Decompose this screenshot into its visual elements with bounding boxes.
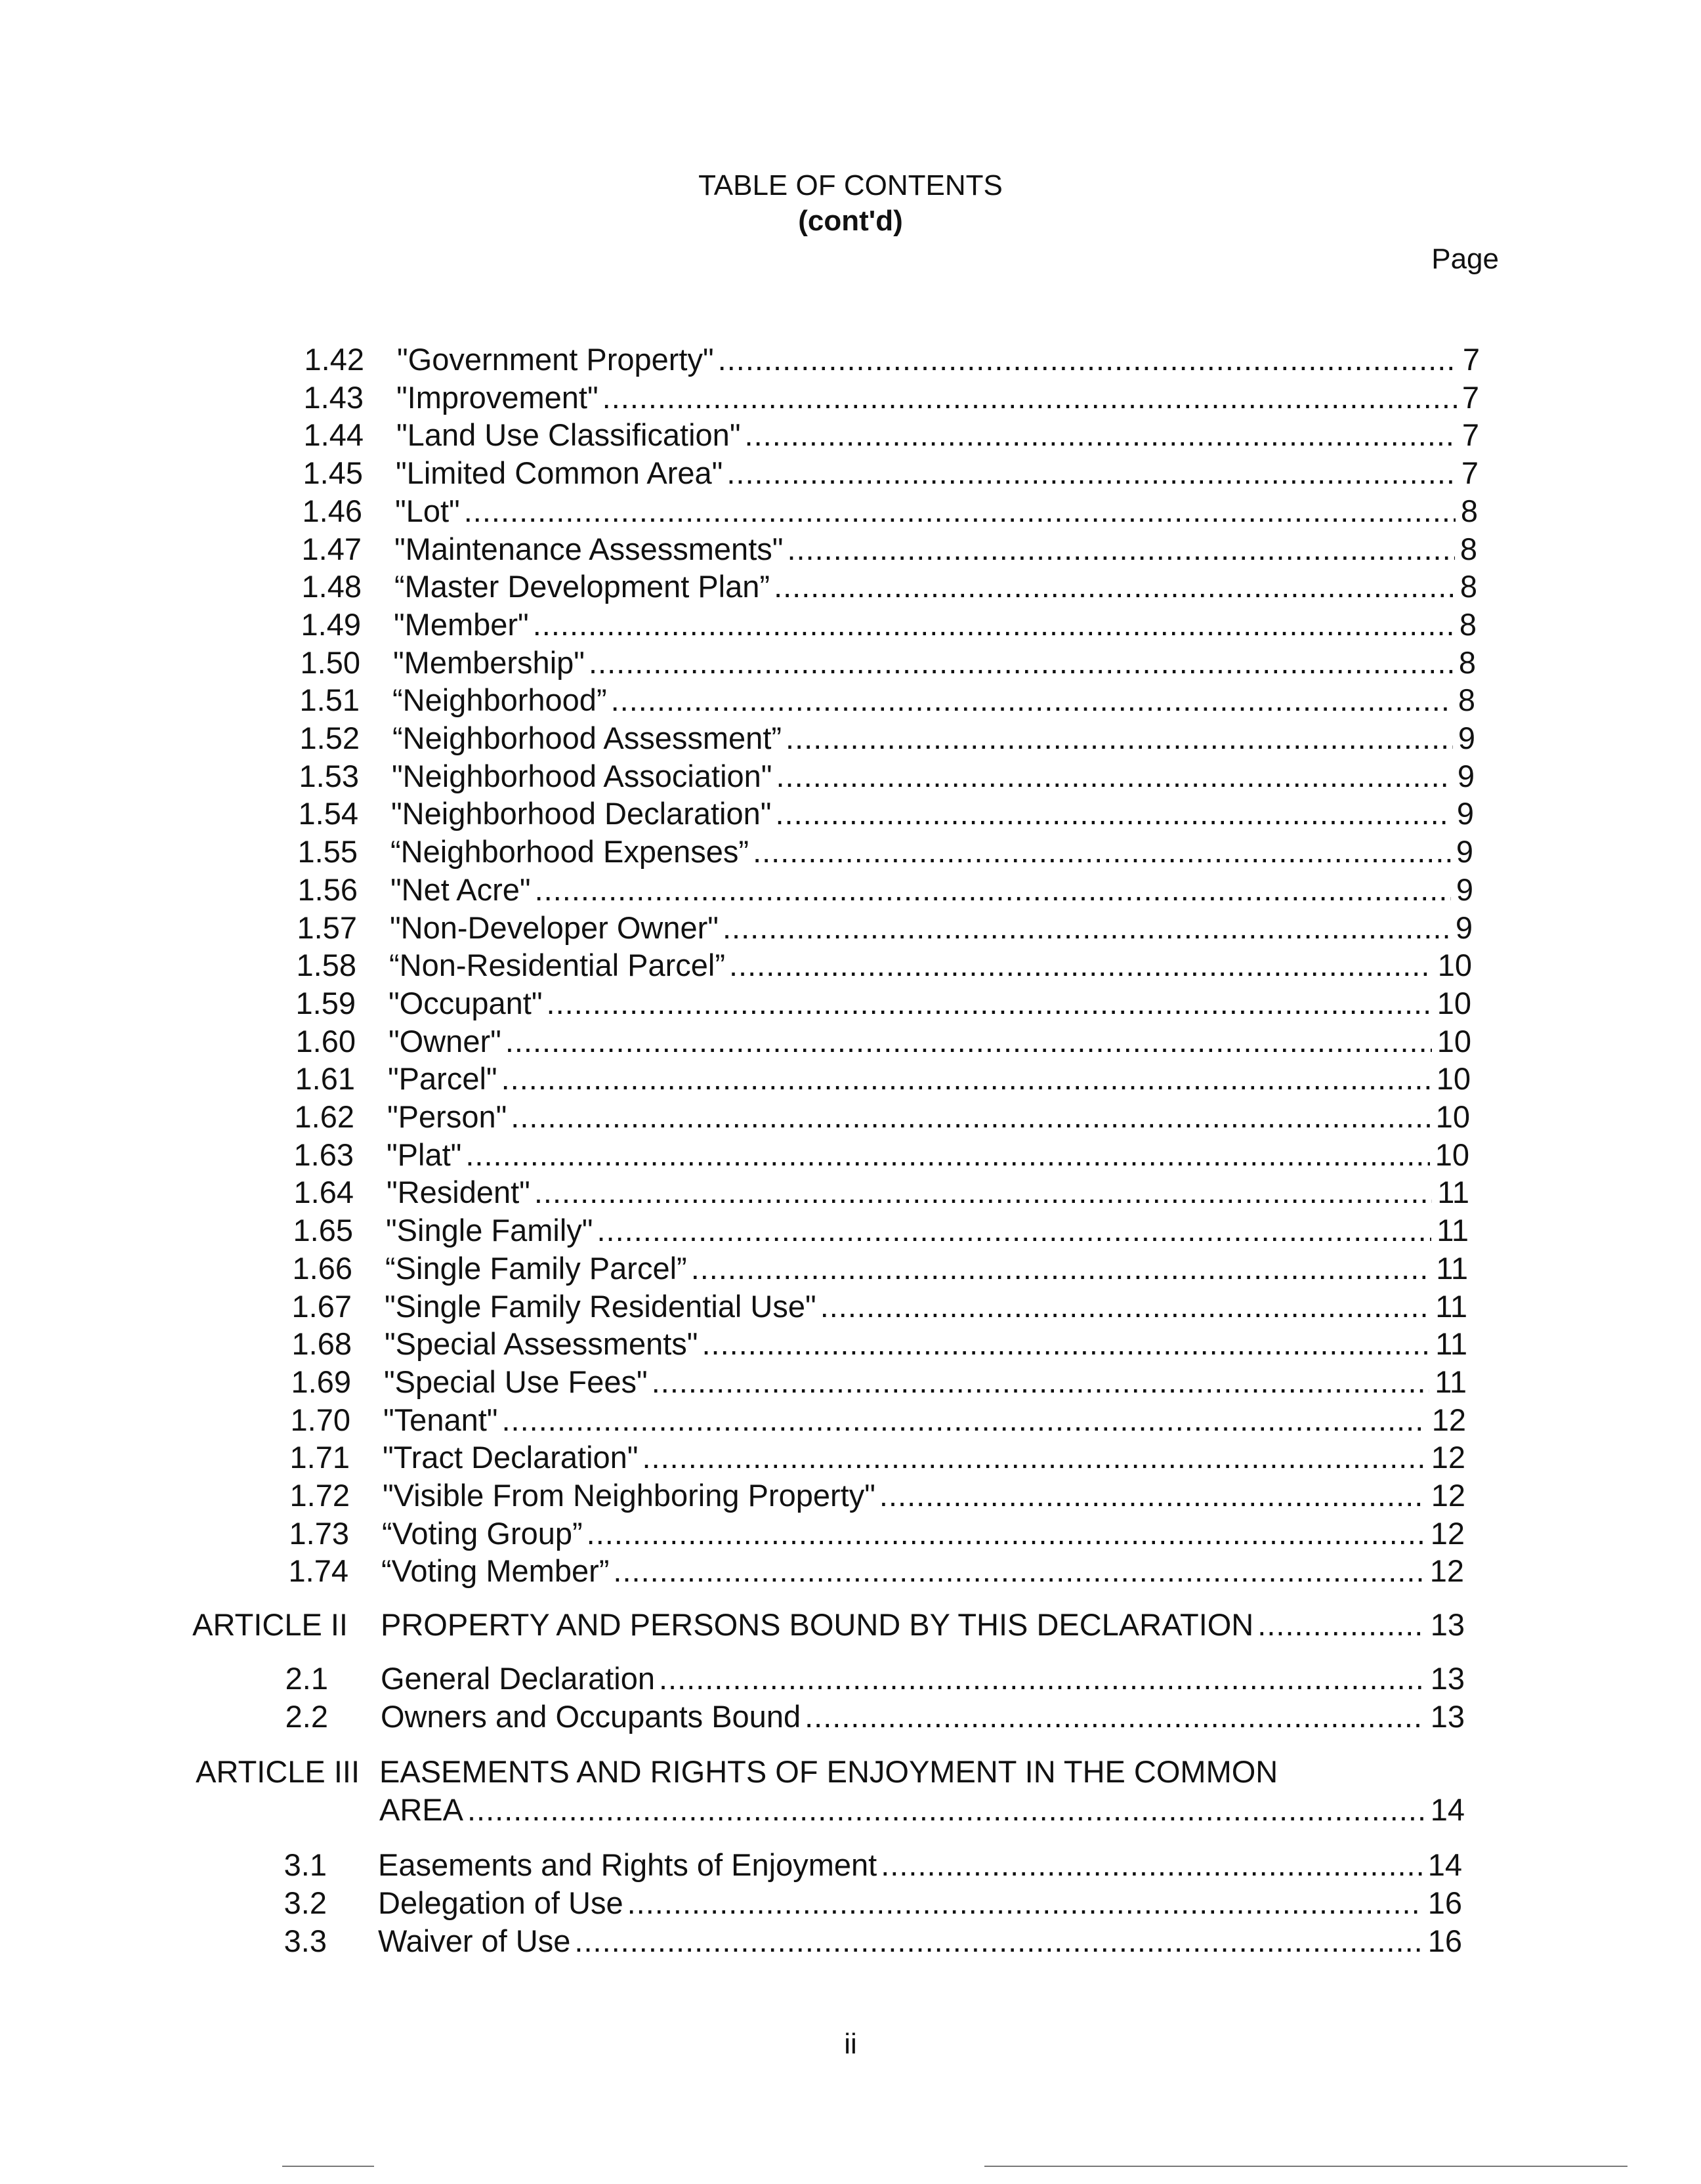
- page-ref: 11: [1435, 1289, 1467, 1324]
- leader-dots: [787, 531, 1454, 567]
- section-number: 1.45: [303, 455, 363, 490]
- section-title: Delegation of Use: [378, 1885, 623, 1920]
- leader-dots: [745, 417, 1457, 453]
- leader-dots: [652, 1364, 1430, 1400]
- leader-dots: [726, 455, 1456, 491]
- section-number: 1.54: [298, 796, 358, 831]
- section-number: 1.66: [292, 1251, 352, 1286]
- toc-entry: [0, 682, 1701, 719]
- section-number: 1.63: [293, 1137, 354, 1172]
- leader-dots: [533, 606, 1454, 642]
- leader-dots: [820, 1288, 1431, 1324]
- toc-entry: [0, 417, 1701, 453]
- toc-entry: [0, 985, 1701, 1022]
- toc-entry: [0, 379, 1701, 416]
- toc-entry: [0, 1515, 1701, 1552]
- leader-dots: [702, 1326, 1430, 1362]
- section-title: “Voting Member”: [381, 1553, 610, 1588]
- page-ref: 7: [1461, 417, 1479, 452]
- toc-entry: [0, 1923, 1701, 1960]
- page-ref: 8: [1460, 494, 1478, 528]
- section-title: "Visible From Neighboring Property": [383, 1478, 875, 1513]
- leader-dots: [723, 910, 1450, 946]
- page-ref: 9: [1456, 834, 1473, 869]
- page-ref: 10: [1436, 1061, 1471, 1096]
- section-number: 1.58: [296, 948, 356, 982]
- toc-entry: [0, 1099, 1701, 1135]
- page-ref: 9: [1458, 721, 1475, 755]
- section-number: 1.71: [289, 1440, 350, 1475]
- section-title: “Single Family Parcel”: [385, 1251, 687, 1286]
- page-ref: 16: [1427, 1885, 1462, 1920]
- page-ref: 8: [1458, 645, 1476, 680]
- section-number: 1.61: [295, 1061, 355, 1096]
- leader-dots: [786, 720, 1453, 756]
- leader-dots: [611, 682, 1453, 718]
- section-number: 1.72: [289, 1478, 350, 1513]
- section-number: 1.53: [299, 759, 359, 793]
- toc-entry: [0, 1698, 1701, 1735]
- section-title: "Membership": [393, 645, 585, 680]
- toc-entry: [0, 947, 1701, 984]
- page-ref: 9: [1456, 796, 1474, 831]
- toc-entry: [0, 1553, 1701, 1589]
- leader-dots: [602, 379, 1457, 415]
- section-number: 1.69: [291, 1364, 351, 1399]
- leader-dots: [774, 568, 1455, 604]
- toc-entry: [0, 568, 1701, 605]
- section-title: "Occupant": [388, 986, 543, 1020]
- section-title: "Limited Common Area": [396, 455, 723, 490]
- section-title: "Land Use Classification": [396, 417, 741, 452]
- leader-dots: [627, 1885, 1423, 1921]
- section-number: 1.47: [301, 532, 362, 566]
- page-ref: 12: [1431, 1402, 1466, 1437]
- toc-entry: [0, 1477, 1701, 1514]
- leader-dots: [613, 1553, 1424, 1589]
- section-title: "Tenant": [383, 1402, 498, 1437]
- leader-dots: [464, 493, 1456, 529]
- leader-dots: [505, 1023, 1432, 1059]
- toc-subtitle: (cont'd): [798, 205, 903, 237]
- toc-entry: [0, 1402, 1701, 1438]
- section-title: "Person": [387, 1099, 507, 1134]
- toc-entry: [0, 531, 1701, 568]
- section-title: "Improvement": [396, 380, 598, 415]
- section-number: 1.73: [289, 1516, 349, 1551]
- section-number: 1.42: [304, 342, 364, 377]
- page-ref: 8: [1459, 607, 1477, 642]
- section-title: AREA: [379, 1792, 463, 1827]
- leader-dots: [729, 947, 1433, 983]
- page-ref: 7: [1462, 342, 1480, 377]
- leader-dots: [501, 1402, 1426, 1438]
- leader-dots: [501, 1060, 1431, 1097]
- page-ref: 12: [1430, 1516, 1465, 1551]
- section-number: 1.52: [299, 721, 360, 755]
- toc-entry: [0, 1288, 1701, 1325]
- page-ref: 13: [1430, 1699, 1465, 1734]
- toc-entry: [0, 455, 1701, 492]
- toc-entry: [0, 1174, 1701, 1211]
- page-ref: 11: [1435, 1364, 1467, 1399]
- section-number: 1.67: [291, 1289, 352, 1324]
- leader-dots: [659, 1660, 1425, 1696]
- section-title: "Single Family": [386, 1213, 593, 1248]
- toc-entry: [0, 1847, 1701, 1883]
- page-column-label: Page: [1431, 243, 1499, 275]
- section-number: 1.64: [293, 1175, 354, 1209]
- page-number: ii: [844, 2028, 857, 2060]
- leader-dots: [691, 1250, 1431, 1286]
- section-title: "Tract Declaration": [383, 1440, 639, 1475]
- page-ref: 13: [1430, 1661, 1465, 1696]
- leader-dots: [775, 795, 1451, 831]
- section-number: 3.2: [284, 1885, 327, 1920]
- section-title: Waiver of Use: [378, 1923, 571, 1958]
- toc-entry: [0, 1660, 1701, 1697]
- toc-entry: [0, 1439, 1701, 1476]
- toc-entry: [0, 1137, 1701, 1173]
- toc-entry: [0, 1885, 1701, 1922]
- leader-dots: [535, 872, 1451, 908]
- section-title: “Neighborhood Expenses”: [390, 834, 749, 869]
- section-title: "Neighborhood Association": [392, 759, 772, 793]
- page-ref: 14: [1427, 1847, 1462, 1882]
- section-title: "Member": [394, 607, 529, 642]
- page-ref: 7: [1461, 455, 1479, 490]
- page-ref: 12: [1431, 1478, 1465, 1513]
- page-ref: 8: [1458, 682, 1475, 717]
- section-number: 1.50: [300, 645, 360, 680]
- section-number: 1.59: [295, 986, 356, 1020]
- page-ref: 10: [1435, 1137, 1469, 1172]
- page-ref: 9: [1457, 759, 1475, 793]
- leader-dots: [534, 1174, 1432, 1210]
- section-number: 1.51: [299, 682, 360, 717]
- section-title: "Government Property": [397, 342, 714, 377]
- leader-dots: [547, 985, 1432, 1021]
- toc-entry: [0, 493, 1701, 530]
- page-ref: 14: [1430, 1792, 1465, 1827]
- leader-dots: [776, 758, 1452, 794]
- page-ref: 10: [1437, 948, 1472, 982]
- section-title: "Lot": [395, 494, 460, 528]
- section-number: 1.46: [302, 494, 362, 528]
- toc-entry: [0, 644, 1701, 681]
- page-ref: 11: [1435, 1326, 1467, 1361]
- toc-entry: [0, 795, 1701, 832]
- page-ref: 9: [1455, 910, 1473, 945]
- section-number: 1.49: [301, 607, 361, 642]
- toc-entry: [0, 720, 1701, 757]
- section-title: "Special Assessments": [385, 1326, 698, 1361]
- page-ref: 10: [1435, 1099, 1470, 1134]
- page-ref: 8: [1460, 532, 1477, 566]
- article-label: ARTICLE III: [196, 1754, 360, 1789]
- page-ref: 13: [1430, 1607, 1465, 1642]
- toc-entry: [0, 910, 1701, 946]
- article-title: PROPERTY AND PERSONS BOUND BY THIS DECLARATION: [381, 1607, 1254, 1642]
- toc-entry: [0, 758, 1701, 795]
- section-title: “Master Development Plan”: [394, 569, 770, 604]
- leader-dots: [881, 1847, 1422, 1883]
- section-number: 1.60: [295, 1024, 356, 1059]
- leader-dots: [589, 644, 1454, 681]
- section-number: 1.55: [297, 834, 358, 869]
- page-ref: 7: [1461, 380, 1479, 415]
- leader-dots: [465, 1137, 1429, 1173]
- section-title: "Neighborhood Declaration": [391, 796, 772, 831]
- section-title: "Single Family Residential Use": [385, 1289, 816, 1324]
- scan-artifact-right: [984, 2166, 1628, 2167]
- section-title: "Non-Developer Owner": [390, 910, 719, 945]
- section-number: 3.1: [284, 1847, 327, 1882]
- leader-dots: [1257, 1606, 1425, 1643]
- toc-entry: [0, 341, 1701, 378]
- page-ref: 8: [1460, 569, 1477, 604]
- section-title: "Plat": [387, 1137, 462, 1172]
- article-iii-entry: [0, 1754, 1701, 1790]
- section-number: 1.57: [297, 910, 357, 945]
- section-number: 1.65: [293, 1213, 353, 1248]
- section-number: 1.70: [290, 1402, 350, 1437]
- article-iii-entry-cont: [0, 1792, 1701, 1828]
- toc-entry: [0, 1250, 1701, 1287]
- section-title: "Maintenance Assessments": [394, 532, 784, 566]
- page-ref: 11: [1437, 1175, 1469, 1209]
- page-ref: 16: [1427, 1923, 1462, 1958]
- page-ref: 10: [1437, 986, 1471, 1020]
- section-title: "Net Acre": [390, 872, 531, 907]
- toc-entry: [0, 606, 1701, 643]
- leader-dots: [753, 833, 1451, 870]
- page-ref: 11: [1436, 1251, 1468, 1286]
- section-number: 2.2: [285, 1699, 328, 1734]
- section-title: “Voting Group”: [382, 1516, 583, 1551]
- page-ref: 12: [1429, 1553, 1464, 1588]
- toc-entry: [0, 1364, 1701, 1400]
- section-number: 1.48: [301, 569, 362, 604]
- leader-dots: [879, 1477, 1426, 1513]
- page-ref: 12: [1431, 1440, 1465, 1475]
- leader-dots: [597, 1212, 1431, 1248]
- article-title: EASEMENTS AND RIGHTS OF ENJOYMENT IN THE COMMON: [379, 1754, 1278, 1789]
- section-number: 3.3: [284, 1923, 327, 1958]
- section-number: 1.44: [303, 417, 364, 452]
- section-title: “Neighborhood Assessment”: [392, 721, 782, 755]
- section-title: "Resident": [387, 1175, 530, 1209]
- toc-title: TABLE OF CONTENTS: [698, 169, 1003, 201]
- leader-dots: [467, 1792, 1425, 1828]
- section-title: “Non-Residential Parcel”: [389, 948, 725, 982]
- section-number: 1.43: [303, 380, 364, 415]
- toc-entry: [0, 872, 1701, 908]
- page-ref: 10: [1437, 1024, 1471, 1059]
- leader-dots: [718, 341, 1458, 377]
- section-number: 1.74: [288, 1553, 348, 1588]
- article-ii-entry: [0, 1606, 1701, 1643]
- leader-dots: [805, 1698, 1425, 1734]
- article-label: ARTICLE II: [192, 1607, 348, 1642]
- toc-entry: [0, 1212, 1701, 1249]
- section-title: "Special Use Fees": [384, 1364, 648, 1399]
- leader-dots: [642, 1439, 1425, 1475]
- section-title: Easements and Rights of Enjoyment: [378, 1847, 877, 1882]
- section-number: 1.62: [294, 1099, 354, 1134]
- section-number: 2.1: [285, 1661, 328, 1696]
- section-number: 1.68: [291, 1326, 352, 1361]
- scan-artifact-left: [282, 2166, 374, 2167]
- section-title: "Parcel": [388, 1061, 497, 1096]
- toc-entry: [0, 1060, 1701, 1097]
- leader-dots: [511, 1099, 1430, 1135]
- section-number: 1.56: [297, 872, 358, 907]
- toc-entry: [0, 833, 1701, 870]
- toc-entry: [0, 1023, 1701, 1060]
- page-ref: 9: [1456, 872, 1473, 907]
- page-ref: 11: [1437, 1213, 1469, 1248]
- section-title: Owners and Occupants Bound: [381, 1699, 801, 1734]
- section-title: “Neighborhood”: [392, 682, 607, 717]
- toc-entry: [0, 1326, 1701, 1362]
- section-title: General Declaration: [381, 1661, 655, 1696]
- leader-dots: [587, 1515, 1425, 1551]
- leader-dots: [574, 1923, 1422, 1959]
- section-title: "Owner": [388, 1024, 501, 1059]
